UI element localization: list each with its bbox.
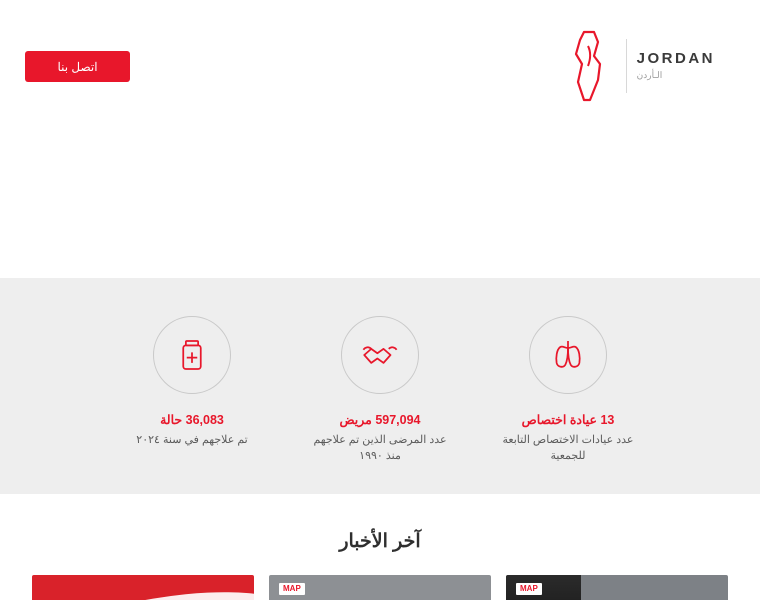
news-card-badge: MAP [279, 583, 305, 595]
stat-card-patients [310, 316, 450, 465]
logo-divider [626, 39, 627, 93]
page-header [0, 0, 760, 278]
stat-label: عدد عيادات الاختصاص التابعة للجمعية [502, 434, 634, 463]
stat-value: 597,094 مريض [339, 413, 421, 427]
latest-news-section [0, 494, 760, 600]
news-card[interactable] [32, 575, 254, 600]
news-card[interactable] [506, 575, 728, 600]
site-logo[interactable] [564, 30, 715, 102]
stat-label: عدد المرضى الذين تم علاجهم منذ ١٩٩٠ [313, 434, 447, 463]
section-title: آخر الأخبار [339, 530, 421, 552]
statistics-row [0, 316, 760, 465]
statistics-section [0, 278, 760, 494]
news-card-badge: MAP [516, 583, 542, 595]
stat-label: تم علاجهم في سنة ٢٠٢٤ [136, 434, 248, 447]
logo-wordmark [637, 51, 715, 80]
stat-card-treated [122, 316, 262, 465]
contact-us-button[interactable]: اتصل بنا [25, 51, 130, 82]
medicine-bottle-icon [153, 316, 231, 394]
logo-name-en: JORDAN [636, 50, 715, 68]
handshake-icon [341, 316, 419, 394]
stat-value: 13 عيادة اختصاص [521, 413, 615, 427]
stat-card-clinics [498, 316, 638, 465]
lungs-icon [529, 316, 607, 394]
jordan-map-icon [564, 30, 616, 102]
news-card[interactable] [269, 575, 491, 600]
logo-name-ar: الـأردن [636, 69, 663, 80]
stat-value: 36,083 حالة [160, 413, 224, 427]
news-cards-row [0, 575, 760, 600]
